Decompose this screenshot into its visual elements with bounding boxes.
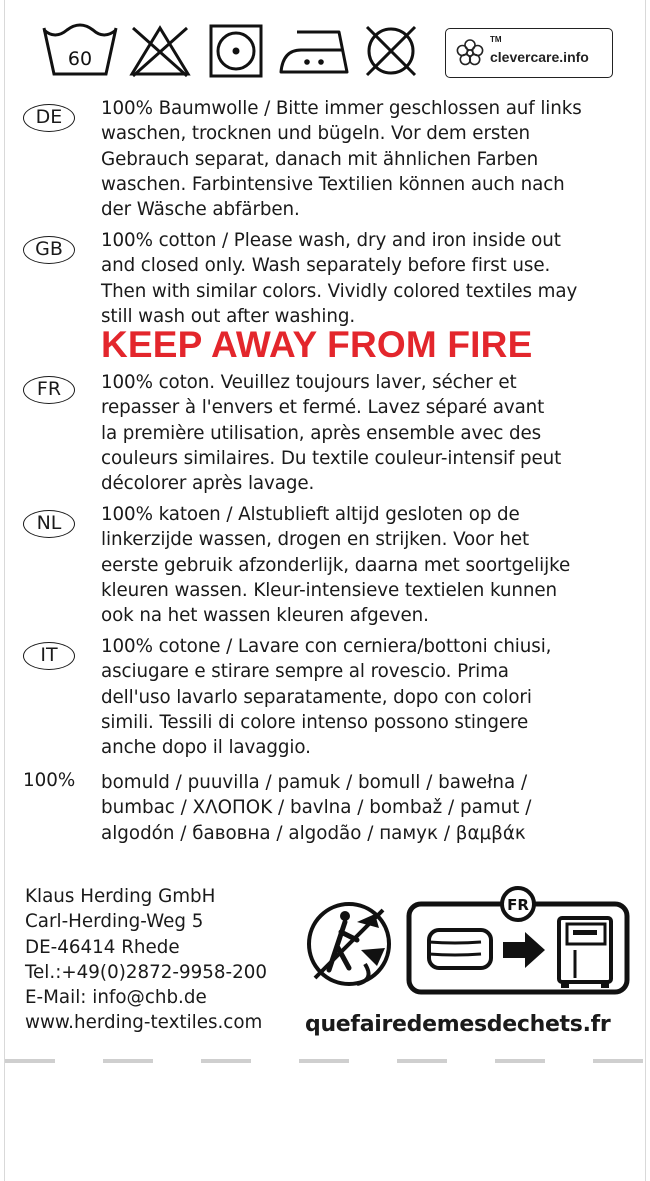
clevercare-label: clevercare.info: [490, 49, 589, 65]
text-line: waschen, trocknen und bügeln. Vor dem ersten: [101, 123, 530, 145]
lang-text-nl: [101, 502, 631, 628]
text-line: couleurs similaires. Du textile couleur-intensif peut: [101, 447, 562, 469]
fire-warning: KEEP AWAY FROM FIRE: [101, 324, 533, 365]
company-city: DE-46414 Rhede: [25, 936, 180, 958]
company-email: E-Mail: info@chb.de: [25, 987, 207, 1009]
iron-medium-icon: [277, 22, 353, 84]
textile-stack-icon: [429, 930, 491, 968]
text-line: la première utilisation, après ensemble avec des: [101, 422, 542, 444]
care-label: [4, 0, 646, 1181]
lang-badge-it: IT: [23, 642, 75, 670]
lang-badge-fr: FR: [23, 376, 75, 404]
lang-text-de: [101, 96, 631, 222]
text-line: repasser à l'envers et fermé. Lavez séparé avant: [101, 397, 545, 419]
text-line: still wash out after washing.: [101, 305, 356, 327]
text-line: 100% katoen / Alstublieft altijd gesloten op de: [101, 504, 520, 525]
company-street: Carl-Herding-Weg 5: [25, 911, 204, 933]
lang-badge-nl: NL: [23, 510, 75, 538]
text-line: décolorer après lavage.: [101, 473, 315, 495]
company-address: [25, 884, 315, 1036]
text-line: anche dopo il lavaggio.: [101, 737, 311, 759]
text-line: 100% cotone / Lavare con cerniera/bottoni chiusi,: [101, 636, 552, 657]
text-line: eerste gebruik afzonderlijk, daarna met soortgelijke: [101, 554, 571, 576]
care-symbols-row: [39, 22, 619, 86]
text-line: waschen. Farbintensive Textilien können auch nach: [101, 173, 565, 195]
text-line: simili. Tessili di colore intenso possono stingere: [101, 711, 529, 733]
clevercare-badge: [445, 28, 613, 78]
company-web: www.herding-textiles.com: [25, 1012, 263, 1034]
fiber-line: bumbac / ΧΛΟΠΟΚ / bavlna / bombaž / pamut /: [101, 797, 532, 819]
triman-recycle-icon: [309, 904, 389, 984]
text-line: 100% Baumwolle / Bitte immer geschlossen auf links: [101, 98, 582, 119]
wash-temperature: 60: [67, 48, 93, 70]
triman-url: quefairedemesdechets.fr: [305, 1012, 611, 1037]
cut-line: [5, 1058, 646, 1064]
text-line: asciugare e stirare sempre al rovescio. Prima: [101, 661, 509, 683]
clevercare-tm: TM: [490, 35, 502, 44]
no-bleach-icon: [127, 22, 193, 84]
triman-fr-badge: FR: [507, 896, 529, 914]
fiber-line: algodón / бавовна / algodão / памук / βαμβάκ: [101, 822, 526, 844]
company-phone: Tel.:+49(0)2872-9958-200: [25, 961, 267, 983]
clevercare-flower-icon: [454, 37, 486, 73]
text-line: 100% coton. Veuillez toujours laver, sécher et: [101, 372, 517, 393]
text-line: dell'uso lavarlo separatamente, dopo con colori: [101, 686, 532, 708]
no-dry-clean-icon: [361, 22, 421, 84]
text-line: linkerzijde wassen, drogen en strijken. Voor het: [101, 529, 530, 551]
text-line: ook na het wassen kleuren afgeven.: [101, 605, 429, 627]
fiber-lines: [101, 770, 641, 846]
text-line: kleuren wassen. Kleur-intensieve textielen kunnen: [101, 579, 558, 601]
tumble-dry-icon: [207, 22, 265, 84]
collection-bin-icon: [559, 918, 611, 988]
text-line: Gebrauch separat, danach mit ähnlichen Farben: [101, 148, 539, 170]
text-line: and closed only. Wash separately before first use.: [101, 255, 551, 277]
text-line: der Wäsche abfärben.: [101, 199, 300, 221]
text-line: 100% cotton / Please wash, dry and iron inside out: [101, 230, 561, 251]
text-line: Then with similar colors. Vividly colored textiles may: [101, 280, 578, 302]
wash-60-icon: [41, 22, 119, 84]
fiber-line: bomuld / puuvilla / pamuk / bomull / bawełna /: [101, 772, 528, 793]
company-name: Klaus Herding GmbH: [25, 886, 216, 907]
lang-text-fr: [101, 370, 631, 496]
fiber-percent: 100%: [23, 770, 76, 791]
lang-badge-de: DE: [23, 104, 75, 132]
lang-text-gb: [101, 228, 631, 329]
arrow-right-icon: [503, 932, 545, 968]
lang-badge-gb: GB: [23, 236, 75, 264]
lang-text-it: [101, 634, 631, 760]
